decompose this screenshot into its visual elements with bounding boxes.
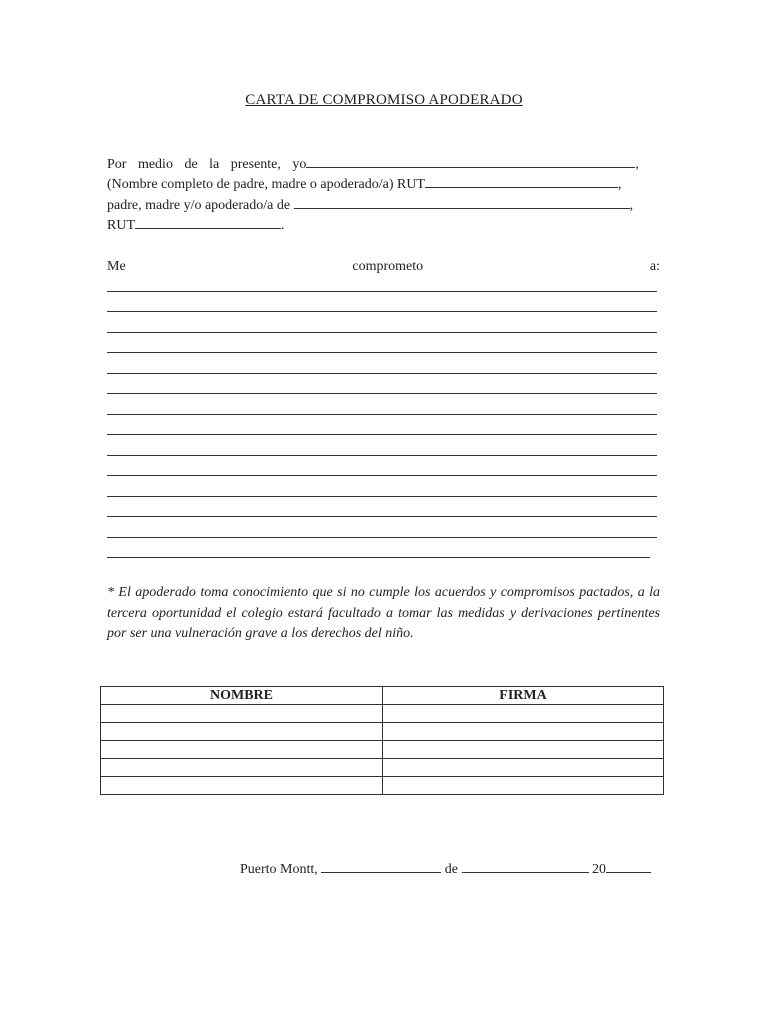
writing-line[interactable] (107, 373, 657, 374)
warning-note: * El apoderado toma conocimiento que si no cumple los acuerdos y compromisos pactados, a la tercera oportunidad el colegio estará facultado a tomar las medidas y derivaciones pertinentes por ser una vulneración grave a los derechos del niño. (107, 585, 660, 641)
name-cell[interactable] (101, 741, 383, 759)
name-cell[interactable] (101, 705, 383, 723)
writing-line[interactable] (107, 311, 657, 312)
period: . (281, 218, 285, 233)
table-row (101, 777, 664, 795)
header-nombre: NOMBRE (101, 687, 383, 705)
writing-line[interactable] (107, 291, 657, 292)
intro-line-4 (107, 214, 660, 236)
rut-blank[interactable] (425, 173, 618, 188)
day-blank[interactable] (321, 858, 441, 873)
writing-line[interactable] (107, 414, 657, 415)
intro-line-4-text: RUT (107, 218, 135, 233)
city-label: Puerto Montt, (240, 862, 318, 877)
intro-line-1-text: Por medio de la presente, yo (107, 157, 307, 172)
name-cell[interactable] (101, 723, 383, 741)
signature-cell[interactable] (383, 759, 664, 777)
writing-line[interactable] (107, 434, 657, 435)
writing-line[interactable] (107, 557, 650, 558)
table-row (101, 741, 664, 759)
table-row (101, 723, 664, 741)
year-label: 20 (592, 862, 606, 877)
writing-line[interactable] (107, 496, 657, 497)
de-label: de (444, 862, 458, 877)
signature-table (100, 686, 664, 795)
writing-line[interactable] (107, 537, 657, 538)
signature-cell[interactable] (383, 777, 664, 795)
student-rut-blank[interactable] (135, 214, 281, 229)
header-firma: FIRMA (383, 687, 664, 705)
commitment-word-2: comprometo (352, 259, 424, 274)
name-blank[interactable] (306, 153, 635, 168)
student-blank[interactable] (294, 194, 630, 209)
signature-cell[interactable] (383, 723, 664, 741)
intro-line-2 (107, 173, 660, 195)
name-cell[interactable] (101, 777, 383, 795)
signature-cell[interactable] (383, 705, 664, 723)
commitment-word-3: a: (649, 259, 660, 274)
writing-line[interactable] (107, 516, 657, 517)
commitment-line (107, 257, 660, 277)
comma: , (629, 198, 634, 213)
name-cell[interactable] (101, 759, 383, 777)
table-row (101, 705, 664, 723)
intro-line-2-text: (Nombre completo de padre, madre o apoderado/a) RUT (107, 177, 425, 192)
writing-line[interactable] (107, 455, 657, 456)
writing-line[interactable] (107, 332, 657, 333)
writing-line[interactable] (107, 475, 657, 476)
intro-line-3-text: padre, madre y/o apoderado/a de (107, 198, 291, 213)
table-row (101, 759, 664, 777)
table-header-row (101, 687, 664, 705)
document-title: CARTA DE COMPROMISO APODERADO (245, 92, 523, 108)
comma: , (618, 177, 622, 192)
place-date-line (240, 858, 651, 878)
year-blank[interactable] (606, 858, 651, 873)
writing-line[interactable] (107, 352, 657, 353)
intro-line-1 (107, 153, 660, 175)
month-blank[interactable] (462, 858, 589, 873)
intro-line-3 (107, 194, 660, 216)
comma: , (635, 157, 639, 172)
signature-cell[interactable] (383, 741, 664, 759)
commitment-word-1: Me (107, 259, 126, 274)
writing-line[interactable] (107, 393, 657, 394)
